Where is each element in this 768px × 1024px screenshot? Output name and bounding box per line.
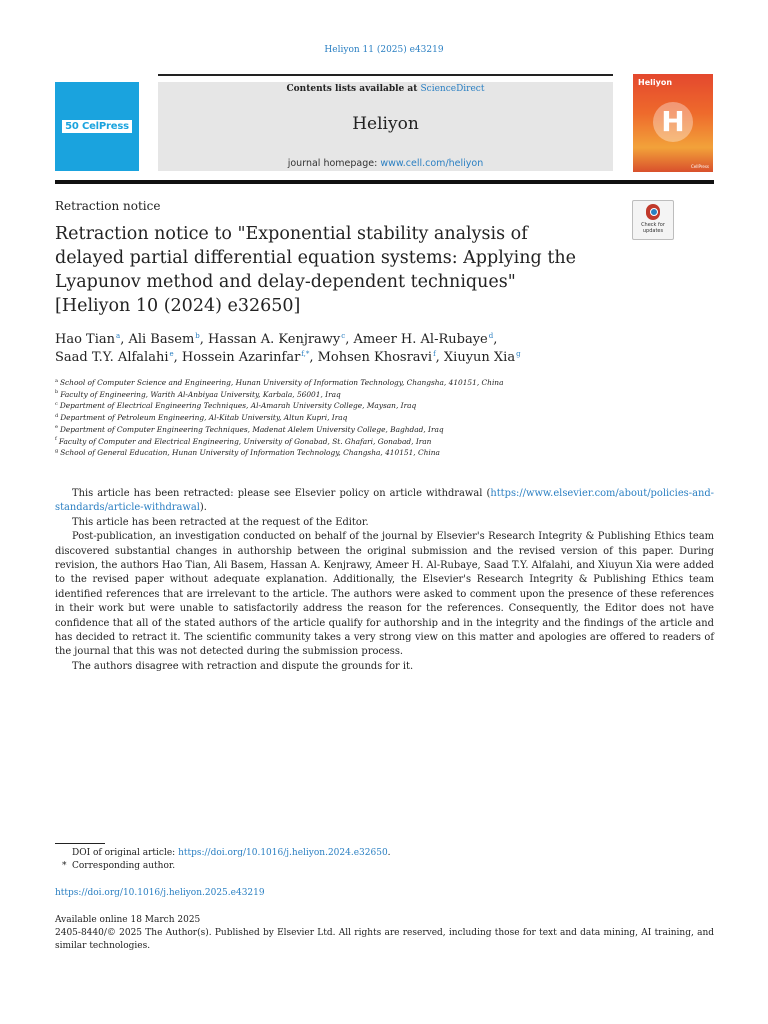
article-body (55, 487, 714, 674)
author-name[interactable]: Ali Basem (128, 332, 195, 347)
cellpress-logo[interactable] (55, 82, 139, 171)
affiliation-letter: c (55, 400, 58, 407)
cellpress-logo-text: 50 CelPress (62, 120, 132, 133)
contents-prefix: Contents lists available at (286, 84, 421, 94)
author (208, 332, 353, 347)
body-paragraph: The authors disagree with retraction and dispute the grounds for it. (72, 660, 414, 672)
body-paragraph: Post-publication, an investigation conducted on behalf of the journal by Elsevier's Research Integrity & Publishing Ethics team discovered substantial changes in authorship between the original submission and the revised version of this paper. During revision, the authors Hao Tian, Ali Basem, Hassan A. Kenjrawy, Ameer H. Al-Rubaye, Saad T.Y. Alfalahi, and Xiuyun Xia were added to the revised paper without adequate explanation. Additionally, the Elsevier's Research Integrity & Publishing Ethics team identified references that are irrelevant to the article. The authors were asked to comment upon the presence of these references in their work but were unable to satisfactorily address the reason for the references. Consequently, the Editor does not have confidence that all of the stated authors of the article qualify for authorship and in the integrity and the findings of the article and has decided to retract it. The scientific community takes a very strong view on this matter and apologies are offered to readers of the journal that this was not detected during the submission process. (55, 531, 714, 658)
check-for-updates-button[interactable] (632, 200, 674, 240)
author (55, 332, 128, 347)
affiliation-mark[interactable]: e (169, 349, 174, 358)
author-name[interactable]: Ameer H. Al-Rubaye (353, 332, 488, 347)
affiliation-mark[interactable]: g (516, 349, 521, 358)
affiliation (55, 424, 715, 436)
affiliation-mark[interactable]: f (433, 349, 436, 358)
article-doi-link[interactable]: https://doi.org/10.1016/j.heliyon.2025.e43219 (55, 888, 265, 898)
author-separator: , (309, 350, 318, 365)
available-online: Available online 18 March 2025 (55, 915, 201, 925)
affiliation (55, 377, 715, 389)
author-name[interactable]: Mohsen Khosravi (317, 350, 433, 365)
affiliation (55, 447, 715, 459)
affiliation (55, 389, 715, 401)
journal-header (158, 82, 613, 171)
copyright-notice: 2405-8440/© 2025 The Author(s). Published by Elsevier Ltd. All rights are reserved, including those for text and data mining, AI training, and similar technologies. (55, 928, 714, 951)
affiliation-letter: b (55, 389, 59, 396)
article-type: Retraction notice (55, 199, 161, 213)
header-rule (158, 74, 613, 76)
affiliation-text: Department of Petroleum Engineering, Al-Kitab University, Altun Kupri, Iraq (60, 413, 348, 423)
author-separator: , (345, 332, 354, 347)
author-name[interactable]: Hao Tian (55, 332, 115, 347)
author-separator: , (199, 332, 209, 347)
author-separator: , (173, 350, 182, 365)
affiliation-mark[interactable]: b (195, 331, 200, 340)
affiliation-text: School of General Education, Hunan University of Information Technology, Changsha, 410151, China (60, 448, 440, 458)
sciencedirect-link[interactable]: ScienceDirect (420, 84, 485, 94)
cover-logo-letter: H (653, 102, 693, 142)
affiliation-text: Department of Electrical Engineering Techniques, Al-Amarah University College, Maysan, Iraq (59, 401, 417, 411)
corresponding-mark: * (62, 861, 67, 871)
affiliation (55, 412, 715, 424)
footnotes (62, 847, 391, 873)
withdrawal-policy-link[interactable]: https://www.elsevier.com/about/policies-and-standards/article-withdrawal (55, 488, 714, 514)
author (353, 332, 497, 347)
author-name[interactable]: Hossein Azarinfar (181, 350, 301, 365)
homepage-prefix: journal homepage: (287, 158, 381, 169)
author-separator: , (493, 332, 498, 347)
title-rule (55, 180, 714, 184)
homepage-line (158, 158, 613, 169)
affiliation-mark[interactable]: c (341, 331, 346, 340)
author-separator: , (120, 332, 129, 347)
author (318, 350, 444, 365)
body-paragraph (55, 487, 714, 516)
journal-name: Heliyon (352, 114, 419, 134)
affiliation-letter: g (55, 447, 59, 454)
affiliation-text: School of Computer Science and Engineering, Hunan University of Information Technology, Changsha, 410151, China (59, 378, 504, 387)
affiliation-letter: d (55, 412, 59, 419)
author-name[interactable]: Saad T.Y. Alfalahi (55, 350, 169, 365)
publication-info (55, 914, 714, 953)
author (182, 350, 318, 365)
journal-cover-image[interactable] (633, 74, 713, 172)
policy-text: This article has been retracted: please see Elsevier policy on article withdrawal ( (72, 488, 491, 499)
affiliation-list (55, 377, 715, 459)
author-name[interactable]: Hassan A. Kenjrawy (208, 332, 341, 347)
original-doi-footnote (62, 847, 391, 860)
affiliation-text: Department of Computer Engineering Techniques, Madenat Alelem University College, Baghdad, Iraq (59, 424, 444, 434)
corresponding-footnote (62, 860, 391, 873)
affiliation (55, 400, 715, 412)
cover-footer: CellPress (690, 164, 709, 169)
cover-title: Heliyon (638, 78, 673, 87)
affiliation-letter: e (55, 424, 58, 431)
journal-citation[interactable]: Heliyon 11 (2025) e43219 (324, 45, 444, 55)
policy-text-end: ). (199, 502, 207, 514)
affiliation-mark[interactable]: f,* (301, 349, 310, 358)
original-article-doi-link[interactable]: https://doi.org/10.1016/j.heliyon.2024.e32650 (178, 848, 388, 858)
bookmark-icon (646, 204, 660, 220)
author (128, 332, 208, 347)
doi-prefix: DOI of original article: (72, 848, 179, 858)
corresponding-text: Corresponding author. (72, 861, 176, 871)
doi-suffix: . (387, 848, 391, 858)
affiliation-text: Faculty of Engineering, Warith Al-Anbiyaa University, Karbala, 56001, Iraq (60, 389, 341, 399)
article-title: Retraction notice to "Exponential stability analysis of delayed partial differential equation systems: Applying the Lyapunov method and delay-dependent techniques" [Heliyon 10 (2024) e32650] (55, 224, 576, 316)
affiliation-mark[interactable]: d (488, 331, 494, 340)
author-list (55, 331, 715, 367)
author (55, 350, 182, 365)
affiliation-text: Faculty of Computer and Electrical Engineering, University of Gonabad, St. Ghafari, Gonabad, Iran (58, 436, 432, 446)
affiliation (55, 436, 715, 448)
body-paragraph: This article has been retracted at the request of the Editor. (72, 516, 369, 528)
affiliation-letter: a (55, 377, 58, 384)
author-separator: , (435, 350, 444, 365)
affiliation-mark[interactable]: a (116, 331, 121, 340)
contents-line (158, 84, 613, 94)
author-name[interactable]: Xiuyun Xia (443, 350, 516, 365)
homepage-link[interactable]: www.cell.com/heliyon (380, 158, 484, 169)
author (444, 350, 521, 365)
check-updates-label: Check for updates (641, 222, 665, 234)
affiliation-letter: f (55, 436, 57, 443)
footnote-rule (55, 843, 105, 844)
